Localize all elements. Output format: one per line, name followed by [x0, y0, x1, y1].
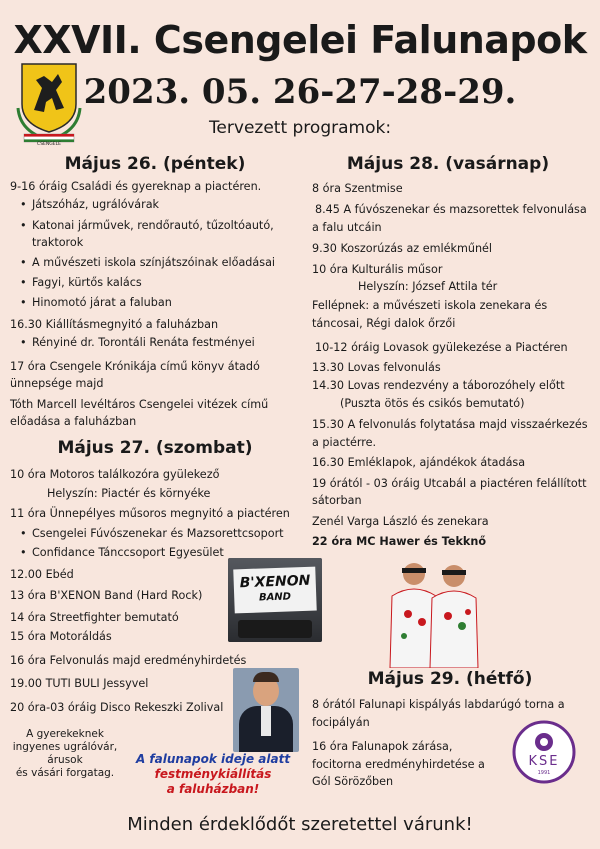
list-item: • Katonai járművek, rendőrautó, tűzoltóautó,	[32, 219, 274, 233]
list-item: 12.00 Ebéd	[10, 568, 74, 581]
exhibition-note	[118, 752, 308, 797]
list-item: 19.00 TUTI BULI Jessyvel	[10, 677, 149, 690]
list-item: traktorok	[32, 236, 84, 249]
list-item: 10-12 óráig Lovasok gyülekezése a Piactéren	[315, 341, 568, 354]
event-dates: 2023. 05. 26-27-28-29.	[83, 72, 517, 112]
crest-label: CSENGELE	[37, 142, 61, 147]
list-item: 11 óra Ünnepélyes műsoros megnyitó a piactéren	[10, 507, 290, 520]
list-item: előadása a faluházban	[10, 415, 137, 428]
crest-logo	[14, 58, 84, 146]
list-item: táncosai, Régi dalok őrzői	[312, 317, 456, 330]
note-line: a faluházban!	[166, 782, 260, 796]
list-item: 22 óra MC Hawer és Tekknő	[312, 535, 487, 548]
list-item: 9.30 Koszorúzás az emlékműnél	[312, 242, 493, 255]
list-item: 8 órától Falunapi kispályás labdarúgó torna a	[312, 698, 565, 711]
kse-text: KSE	[528, 754, 560, 769]
kse-year: 1991	[537, 770, 551, 776]
list-item: Helyszín: Piactér és környéke	[47, 487, 211, 500]
list-item: 16.30 Emléklapok, ajándékok átadása	[312, 456, 526, 469]
list-item: 19 órától - 03 óráig Utcabál a piactéren felállított	[312, 477, 587, 490]
list-item: 13.30 Lovas felvonulás	[312, 361, 441, 374]
program-subtitle: Tervezett programok:	[208, 118, 392, 138]
day-heading-sunday: Május 28. (vasárnap)	[346, 154, 550, 174]
list-item: a piactérre.	[312, 436, 377, 449]
list-item: ünnepsége majd	[10, 377, 104, 390]
list-item: Fellépnek: a művészeti iskola zenekara és	[312, 299, 548, 312]
list-item: Helyszín: József Attila tér	[358, 280, 498, 293]
performers-illustration	[378, 556, 490, 668]
list-item: 14.30 Lovas rendezvény a táborozóhely előtt	[312, 379, 565, 392]
day-heading-monday: Május 29. (hétfő)	[367, 669, 533, 689]
day-heading-friday: Május 26. (péntek)	[64, 154, 246, 174]
list-item: 9-16 óráig Családi és gyereknap a piactéren.	[10, 180, 262, 193]
day-heading-saturday: Május 27. (szombat)	[57, 438, 253, 458]
list-item: 16.30 Kiállításmegnyitó a faluházban	[10, 318, 219, 331]
list-item: focipályán	[312, 716, 370, 729]
kse-logo	[512, 720, 576, 784]
mc-photo	[378, 556, 490, 668]
list-item: 15.30 A felvonulás folytatása majd visszaérkezés	[312, 418, 588, 431]
band-logo-subtext: BAND	[258, 591, 292, 604]
list-item: • A művészeti iskola színjátszóinak előadásai	[32, 256, 275, 270]
note-line: festménykiállítás	[154, 767, 272, 781]
list-item: 17 óra Csengele Krónikája című könyv átadó	[10, 360, 260, 373]
band-logo-text: B'XENON	[239, 572, 311, 592]
list-item: • Rényiné dr. Torontáli Renáta festményei	[32, 336, 255, 350]
note-line: A falunapok ideje alatt	[135, 752, 291, 766]
list-item: 16 óra Falunapok zárása,	[312, 740, 453, 753]
page-title: XXVII. Csengelei Falunapok	[13, 18, 587, 62]
list-item: 10 óra Kulturális műsor	[312, 263, 443, 276]
list-item: 8 óra Szentmise	[312, 182, 403, 195]
band-photo	[228, 558, 322, 642]
kids-note	[10, 728, 120, 780]
list-item: • Csengelei Fúvószenekar és Mazsorettcsoport	[32, 527, 284, 541]
note-line: ingyenes ugrálóvár,	[12, 741, 118, 753]
list-item: • Játszóház, ugrálóvárak	[32, 198, 159, 212]
list-item: • Confidance Tánccsoport Egyesület	[32, 546, 224, 560]
list-item: sátorban	[312, 494, 362, 507]
list-item: 13 óra B'XENON Band (Hard Rock)	[10, 589, 203, 602]
note-line: árusok	[47, 754, 83, 766]
list-item: Zenél Varga László és zenekara	[312, 515, 489, 528]
list-item: (Puszta ötös és csikós bemutató)	[340, 397, 525, 410]
list-item: 20 óra-03 óráig Disco Rekeszki Zolival	[10, 701, 224, 714]
list-item: 10 óra Motoros találkozóra gyülekező	[10, 468, 220, 481]
list-item: 16 óra Felvonulás majd eredményhirdetés	[10, 654, 247, 667]
list-item: • Hinomotó járat a faluban	[32, 296, 172, 310]
list-item: 8.45 A fúvószenekar és mazsorettek felvonulása	[315, 203, 587, 216]
list-item: focitorna eredményhirdetése a	[312, 758, 485, 771]
list-item: 15 óra Motoráldás	[10, 630, 112, 643]
list-item: • Fagyi, kürtős kalács	[32, 276, 142, 290]
list-item: a falu utcáin	[312, 221, 382, 234]
crest-icon	[14, 58, 84, 146]
dj-photo	[233, 668, 299, 752]
note-line: A gyerekeknek	[26, 728, 104, 740]
footer-invite: Minden érdeklődőt szeretettel várunk!	[127, 814, 473, 835]
list-item: Gól Sörözőben	[312, 775, 394, 788]
list-item: 14 óra Streetfighter bemutató	[10, 611, 179, 624]
list-item: Tóth Marcell levéltáros Csengelei vitézek című	[10, 398, 269, 411]
note-line: és vásári forgatag.	[15, 767, 115, 779]
